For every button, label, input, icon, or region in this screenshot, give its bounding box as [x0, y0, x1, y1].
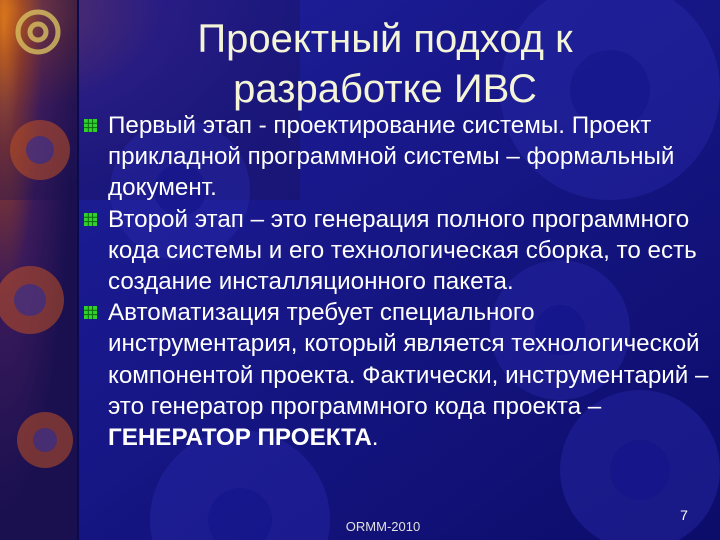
bullet-item-1 [84, 110, 714, 204]
checkered-square-bullet-icon [84, 306, 97, 319]
bullet-text-1: Первый этап - проектирование системы. Проект прикладной программной системы – формальный документ. [108, 112, 675, 202]
bullet-text-3: Автоматизация требует специального инструментария, который является технологической компонентой проекта. Фактически, инструментарий – это генератор программного кода проекта – [108, 299, 709, 420]
title-line-1: Проектный подход к [197, 17, 573, 61]
bullet-list [84, 110, 714, 453]
footer-label: ORMM-2010 [345, 519, 421, 534]
bullet-item-3 [84, 297, 714, 453]
title-line-2: разработке ИВС [233, 67, 537, 111]
page-number: 7 [680, 507, 688, 523]
bullet-emphasis: ГЕНЕРАТОР ПРОЕКТА [108, 424, 372, 452]
bullet-text-3-tail: . [371, 424, 379, 452]
checkered-square-bullet-icon [84, 213, 97, 226]
checkered-square-bullet-icon [84, 119, 97, 132]
slide-title [150, 14, 620, 114]
bullet-text-2: Второй этап – это генерация полного программного кода системы и его технологическая сборка, то есть создание инсталляционного пакета. [108, 205, 697, 296]
bullet-item-2 [84, 204, 714, 298]
